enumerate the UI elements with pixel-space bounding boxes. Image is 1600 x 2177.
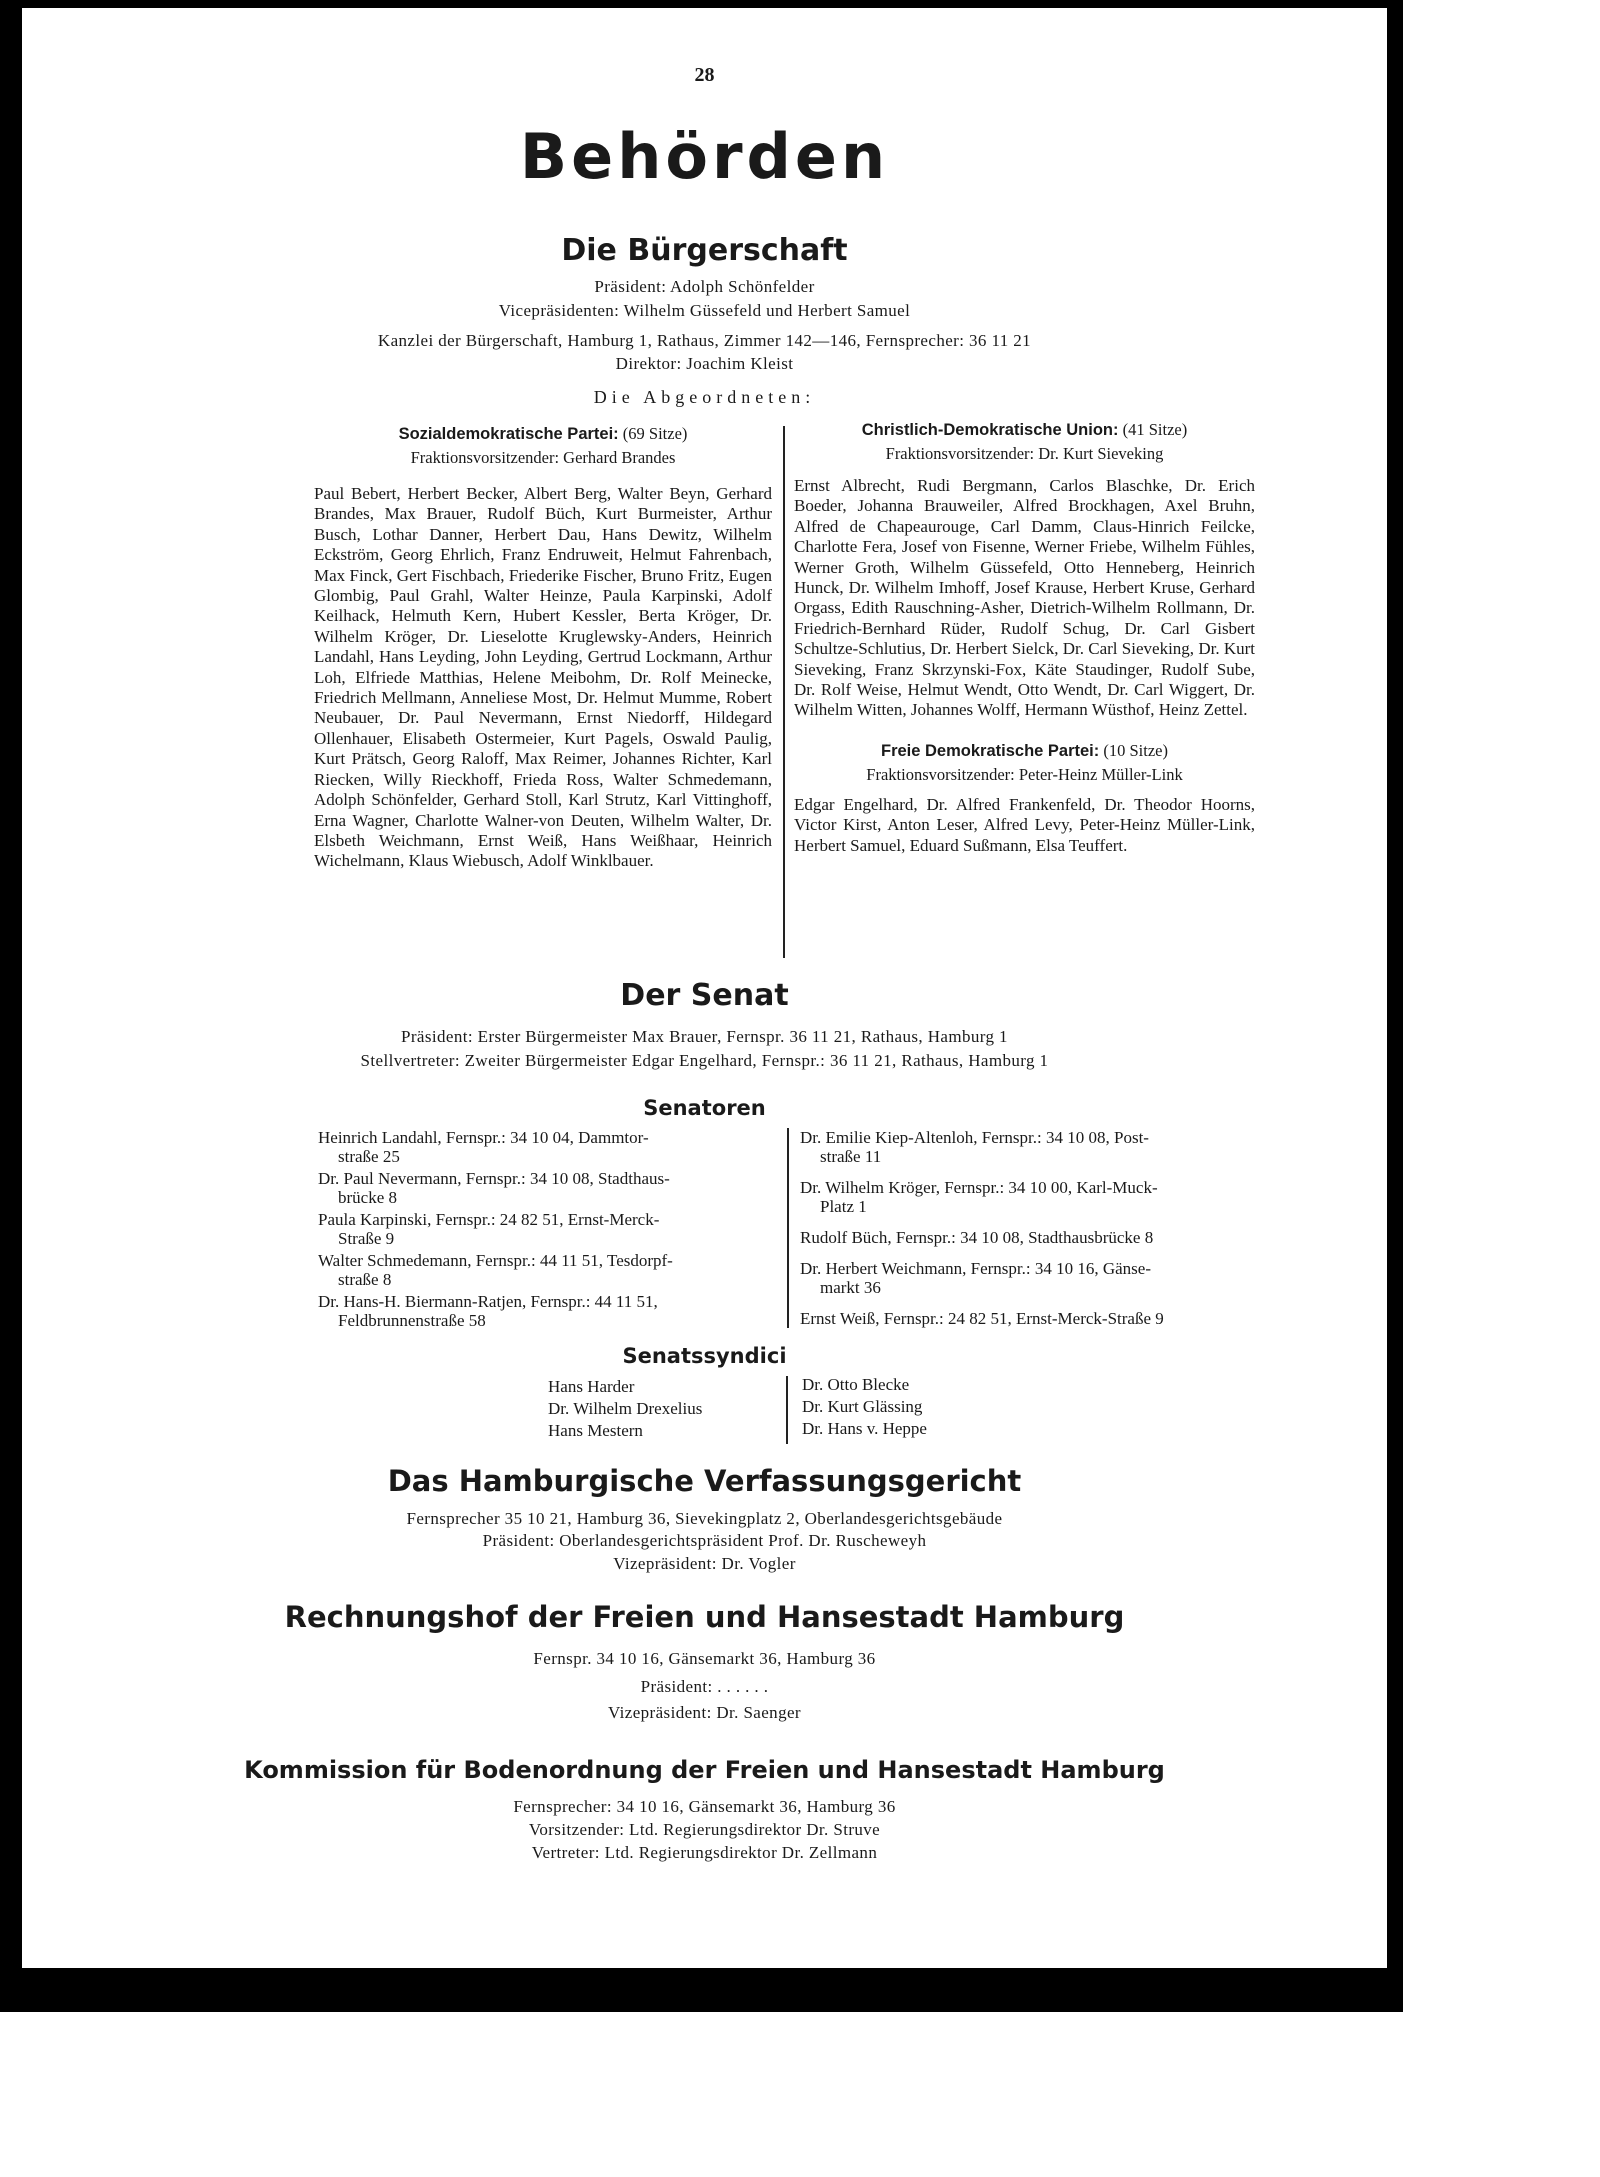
fdp-party-name: Freie Demokratische Partei: — [881, 741, 1100, 760]
cdu-seats: (41 Sitze) — [1122, 420, 1188, 439]
senatoren-right — [800, 1128, 1265, 1340]
list-item: Paula Karpinski, Fernspr.: 24 82 51, Ernst-Merck- Straße 9 — [318, 1210, 660, 1248]
rechnungshof-line: Fernspr. 34 10 16, Gänsemarkt 36, Hamburg 36 — [533, 1649, 876, 1668]
list-item: Dr. Paul Nevermann, Fernspr.: 34 10 08, Stadthaus- brücke 8 — [318, 1169, 670, 1207]
cdu-members: Ernst Albrecht, Rudi Bergmann, Carlos Blaschke, Dr. Erich Boeder, Johanna Brauweiler, Alfred Brockhagen, Axel Bruhn, Alfred de Chapeaurouge, Carl Damm, Claus-Hinrich Feilcke, Charlotte Fera, Josef von Fisenne, Werner Friebe, Wilhelm Fühles, Werner Groth, Wilhelm Güssefeld, Otto Henneberg, Heinrich Hunck, Dr. Wilhelm Imhoff, Josef Krause, Herbert Kruse, Gerhard Orgass, Edith Rauschning-Asher, Dietrich-Wilhelm Rollmann, Dr. Friedrich-Bernhard Rüder, Rudolf Schug, Dr. Carl Gisbert Schultze-Schlutius, Dr. Herbert Sielck, Dr. Carl Sieveking, Dr. Kurt Sieveking, Franz Skrzynski-Fox, Käte Staudinger, Rudolf Sube, Dr. Rolf Weise, Helmut Wendt, Otto Wendt, Dr. Carl Wiggert, Dr. Wilhelm Witten, Johannes Wolff, Hermann Wüsthof, Heinz Zettel. — [794, 476, 1255, 720]
list-item: Ernst Weiß, Fernspr.: 24 82 51, Ernst-Merck-Straße 9 — [800, 1309, 1164, 1328]
cdu-column — [794, 418, 1255, 856]
list-item: Walter Schmedemann, Fernspr.: 44 11 51, Tesdorpf- straße 8 — [318, 1251, 673, 1289]
verfassungsgericht-line: Vizepräsident: Dr. Vogler — [613, 1554, 796, 1573]
spd-party-name: Sozialdemokratische Partei: — [398, 425, 619, 443]
senat-line: Stellvertreter: Zweiter Bürgermeister Edgar Engelhard, Fernspr.: 36 11 21, Rathaus, Hamburg 1 — [360, 1051, 1049, 1070]
column-divider — [783, 426, 785, 958]
list-item: Dr. Wilhelm Kröger, Fernspr.: 34 10 00, Karl-Muck- Platz 1 — [800, 1178, 1158, 1216]
buergerschaft-heading: Die Bürgerschaft — [561, 233, 848, 268]
bodenordnung-heading: Kommission für Bodenordnung der Freien und Hansestadt Hamburg — [244, 1756, 1165, 1784]
verfassungsgericht-heading: Das Hamburgische Verfassungsgericht — [387, 1464, 1022, 1498]
list-item: Dr. Hans v. Heppe — [802, 1419, 927, 1438]
scan-border-right — [1387, 0, 1403, 2012]
fdp-seats: (10 Sitze) — [1103, 740, 1168, 760]
syndici-left — [548, 1376, 778, 1442]
fdp-party-line — [794, 739, 1255, 763]
list-item: Hans Mestern — [548, 1421, 643, 1440]
senatoren-left — [318, 1128, 746, 1333]
spd-leader: Fraktionsvorsitzender: Gerhard Brandes — [410, 448, 676, 467]
page-title: Behörden — [519, 120, 890, 193]
scan-border-bottom — [0, 1968, 1403, 2012]
list-item: Dr. Wilhelm Drexelius — [548, 1399, 703, 1418]
scan-border-top — [0, 0, 1403, 8]
cdu-party-line — [794, 418, 1255, 442]
page-number: 28 — [694, 64, 715, 86]
list-item: Dr. Otto Blecke — [802, 1375, 910, 1394]
list-item: Dr. Kurt Glässing — [802, 1397, 923, 1416]
abgeordnete-heading: Die Abgeordneten: — [593, 387, 816, 407]
buergerschaft-line: Präsident: Adolph Schönfelder — [594, 277, 815, 296]
list-item: Dr. Emilie Kiep-Altenloh, Fernspr.: 34 10 08, Post- straße 11 — [800, 1128, 1149, 1166]
spd-column — [314, 422, 772, 872]
spd-members: Paul Bebert, Herbert Becker, Albert Berg, Walter Beyn, Gerhard Brandes, Max Brauer, Rudolf Büch, Kurt Burmeister, Arthur Busch, Lothar Danner, Herbert Dau, Hans Dewitz, Wilhelm Eckström, Georg Ehrlich, Franz Endruweit, Helmut Fahrenbach, Max Finck, Gert Fischbach, Friederike Fischer, Bruno Fritz, Eugen Glombig, Paul Grahl, Walter Heinze, Paula Karpinski, Adolf Keilhack, Helmuth Kern, Hubert Kessler, Berta Kröger, Dr. Wilhelm Kröger, Dr. Lieselotte Kruglewsky-Anders, Heinrich Landahl, Hans Leyding, John Leyding, Gertrud Lockmann, Arthur Loh, Elfriede Matthias, Helene Meibohm, Dr. Rolf Meinecke, Friedrich Mellmann, Anneliese Most, Dr. Helmut Mumme, Robert Neubauer, Dr. Paul Nevermann, Ernst Niedorff, Hildegard Ollenhauer, Elisabeth Ostermeier, Kurt Pagels, Oswald Paulig, Kurt Prätsch, Georg Raloff, Max Reimer, Johannes Richter, Karl Riecken, Willy Rieckhoff, Frieda Ross, Walter Schmedemann, Adolph Schönfelder, Gerhard Stoll, Karl Strutz, Karl Vittinghoff, Erna Wagner, Charlotte Walner-von Deuten, Wilhelm Walter, Dr. Elsbeth Weichmann, Ernst Weiß, Hans Weißhaar, Heinrich Wichelmann, Klaus Wiebusch, Adolf Winklbauer. — [314, 484, 772, 871]
column-divider — [787, 1128, 789, 1328]
list-item: Dr. Herbert Weichmann, Fernspr.: 34 10 16, Gänse- markt 36 — [800, 1259, 1151, 1297]
fdp-members: Edgar Engelhard, Dr. Alfred Frankenfeld, Dr. Theodor Hoorns, Victor Kirst, Anton Leser, Alfred Levy, Peter-Heinz Müller-Link, Herbert Samuel, Eduard Sußmann, Elsa Teuffert. — [794, 794, 1255, 855]
cdu-leader: Fraktionsvorsitzender: Dr. Kurt Sieveking — [885, 444, 1164, 463]
list-item: Rudolf Büch, Fernspr.: 34 10 08, Stadthausbrücke 8 — [800, 1228, 1154, 1247]
rechnungshof-line: Vizepräsident: Dr. Saenger — [607, 1703, 801, 1722]
senatoren-heading: Senatoren — [643, 1096, 766, 1120]
fdp-leader: Fraktionsvorsitzender: Peter-Heinz Müller-Link — [866, 764, 1183, 784]
senat-heading: Der Senat — [620, 978, 789, 1013]
verfassungsgericht-line: Fernsprecher 35 10 21, Hamburg 36, Sievekingplatz 2, Oberlandesgerichtsgebäude — [406, 1509, 1003, 1528]
bodenordnung-line: Vertreter: Ltd. Regierungsdirektor Dr. Zellmann — [531, 1843, 878, 1862]
bodenordnung-line: Fernsprecher: 34 10 16, Gänsemarkt 36, Hamburg 36 — [513, 1797, 896, 1816]
scan-border-left — [0, 0, 22, 2012]
verfassungsgericht-line: Präsident: Oberlandesgerichtspräsident Prof. Dr. Ruscheweyh — [482, 1531, 927, 1550]
syndici-heading: Senatssyndici — [622, 1344, 787, 1368]
rechnungshof-line: Präsident: . . . . . . — [640, 1677, 769, 1696]
cdu-party-name: Christlich-Demokratische Union: — [861, 421, 1119, 439]
spd-seats: (69 Sitze) — [622, 424, 688, 443]
buergerschaft-line: Vicepräsidenten: Wilhelm Güssefeld und Herbert Samuel — [498, 301, 911, 320]
rechnungshof-heading: Rechnungshof der Freien und Hansestadt Hamburg — [284, 1600, 1125, 1634]
list-item: Hans Harder — [548, 1377, 635, 1396]
list-item: Heinrich Landahl, Fernspr.: 34 10 04, Dammtor- straße 25 — [318, 1128, 649, 1166]
senat-line: Präsident: Erster Bürgermeister Max Brauer, Fernspr. 36 11 21, Rathaus, Hamburg 1 — [401, 1027, 1008, 1046]
list-item: Dr. Hans-H. Biermann-Ratjen, Fernspr.: 44 11 51, Feldbrunnenstraße 58 — [318, 1292, 658, 1330]
syndici-right — [802, 1374, 1032, 1440]
document-page — [22, 8, 1387, 1968]
bodenordnung-line: Vorsitzender: Ltd. Regierungsdirektor Dr. Struve — [528, 1820, 881, 1839]
buergerschaft-line: Direktor: Joachim Kleist — [615, 354, 794, 373]
spd-party-line — [314, 422, 772, 446]
buergerschaft-line: Kanzlei der Bürgerschaft, Hamburg 1, Rathaus, Zimmer 142—146, Fernsprecher: 36 11 21 — [377, 331, 1032, 350]
column-divider — [786, 1376, 788, 1444]
